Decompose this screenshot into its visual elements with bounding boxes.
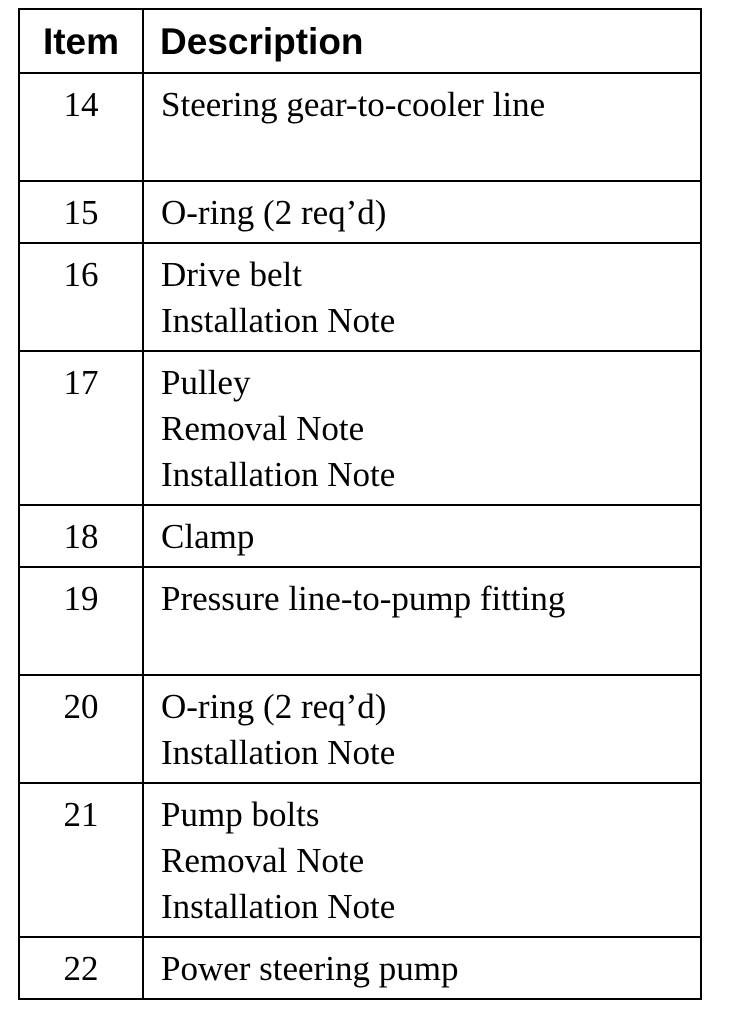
description-line: Clamp: [161, 517, 255, 556]
description-line: Removal Note: [161, 841, 365, 880]
description-line: Pump bolts: [161, 795, 320, 834]
item-number: 16: [19, 243, 143, 351]
table-header: [19, 9, 701, 73]
table-row: [19, 675, 701, 783]
header-row: [19, 9, 701, 73]
item-description: [143, 675, 701, 783]
blank-line: [161, 622, 700, 668]
description-line: Drive belt: [161, 255, 302, 294]
description-line: Installation Note: [161, 733, 396, 772]
description-line: Installation Note: [161, 455, 396, 494]
table-row: [19, 181, 701, 243]
item-description: [143, 505, 701, 567]
column-header-description: Description: [143, 9, 701, 73]
item-description: [143, 783, 701, 937]
item-number: 18: [19, 505, 143, 567]
item-number: 15: [19, 181, 143, 243]
table-row: [19, 243, 701, 351]
item-description: [143, 181, 701, 243]
item-description: [143, 937, 701, 999]
table-body: [19, 73, 701, 999]
table-row: [19, 505, 701, 567]
column-header-item: Item: [19, 9, 143, 73]
table-row: [19, 567, 701, 675]
item-number: 17: [19, 351, 143, 505]
description-line: Installation Note: [161, 301, 396, 340]
item-number: 21: [19, 783, 143, 937]
description-line: Pressure line-to-pump fitting: [161, 579, 566, 618]
description-line: Steering gear-to-cooler line: [161, 85, 546, 124]
table-row: [19, 73, 701, 181]
table-row: [19, 937, 701, 999]
description-line: Power steering pump: [161, 949, 459, 988]
parts-table: [18, 8, 702, 1000]
description-line: Removal Note: [161, 409, 365, 448]
item-description: [143, 243, 701, 351]
description-line: O-ring (2 req’d): [161, 193, 387, 232]
item-number: 22: [19, 937, 143, 999]
description-line: Installation Note: [161, 887, 396, 926]
description-line: Pulley: [161, 363, 251, 402]
description-line: O-ring (2 req’d): [161, 687, 387, 726]
item-description: [143, 567, 701, 675]
table-row: [19, 783, 701, 937]
blank-line: [161, 128, 700, 174]
item-number: 14: [19, 73, 143, 181]
item-description: [143, 73, 701, 181]
item-number: 20: [19, 675, 143, 783]
item-description: [143, 351, 701, 505]
item-number: 19: [19, 567, 143, 675]
table-row: [19, 351, 701, 505]
